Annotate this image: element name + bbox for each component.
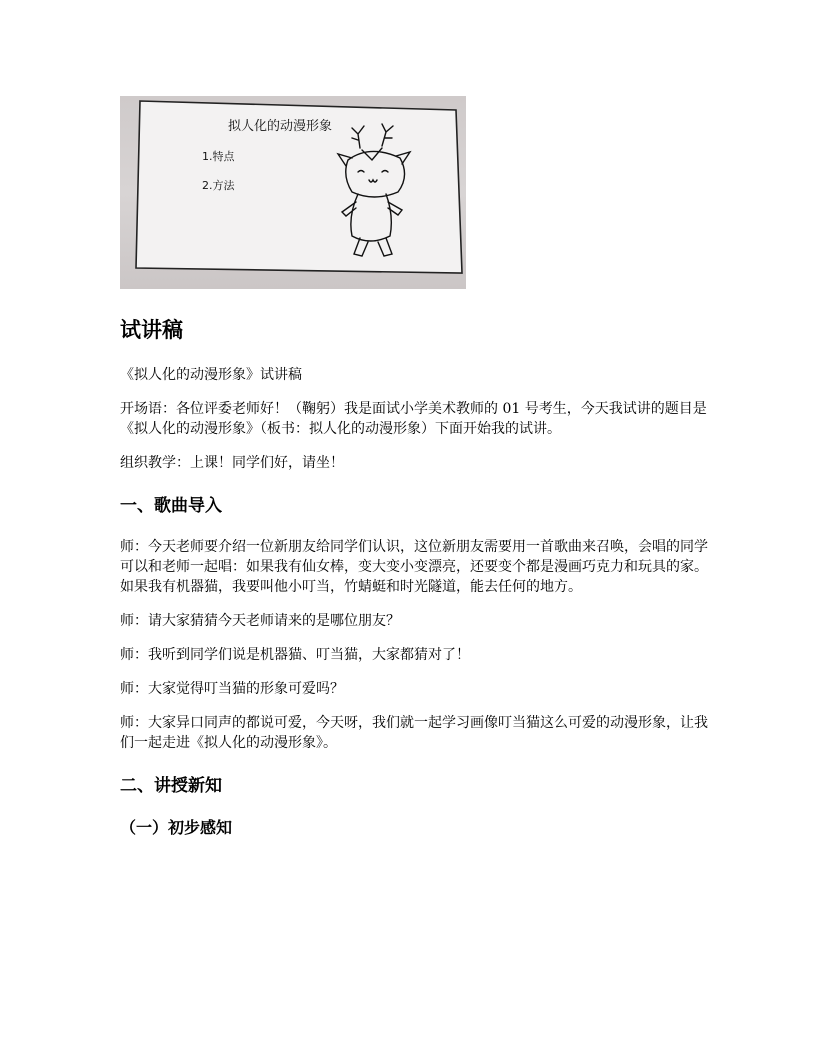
organize-paragraph: 组织教学：上课！同学们好，请坐！ [120,455,344,471]
section1-paragraph: 师：请大家猜猜今天老师请来的是哪位朋友？ [120,613,400,629]
section1-paragraph: 师：我听到同学们说是机器猫、叮当猫，大家都猜对了！ [120,647,470,663]
section-heading-2: 二、讲授新知 [120,776,222,796]
document-page [120,96,720,839]
section-heading-1: 一、歌曲导入 [120,496,222,516]
opening-paragraph: 开场语：各位评委老师好！（鞠躬）我是面试小学美术教师的 01 号考生，今天我试讲的题目是《拟人化的动漫形象》（板书：拟人化的动漫形象）下面开始我的试讲。 [120,401,707,437]
subtitle-line: 《拟人化的动漫形象》试讲稿 [120,367,302,383]
section1-paragraph: 师：今天老师要介绍一位新朋友给同学们认识，这位新朋友需要用一首歌曲来召唤，会唱的同学可以和老师一起唱：如果我有仙女棒，变大变小变漂亮，还要变个都是漫画巧克力和玩具的家。如果我有机器猫，我要叫他小叮当，竹蜻蜓和时光隧道，能去任何的地方。 [120,539,708,595]
board-drawing [120,96,466,289]
board-item-1: 1.特点 [202,150,235,163]
section1-paragraph: 师：大家异口同声的都说可爱，今天呀，我们就一起学习画像叮当猫这么可爱的动漫形象，让我们一起走进《拟人化的动漫形象》。 [120,715,708,751]
page-title: 试讲稿 [120,318,183,342]
section1-paragraph: 师：大家觉得叮当猫的形象可爱吗？ [120,681,344,697]
blackboard-photo [120,96,466,289]
subsection-heading: （一）初步感知 [120,818,233,837]
board-item-2: 2.方法 [202,179,235,192]
board-title: 拟人化的动漫形象 [228,119,333,134]
